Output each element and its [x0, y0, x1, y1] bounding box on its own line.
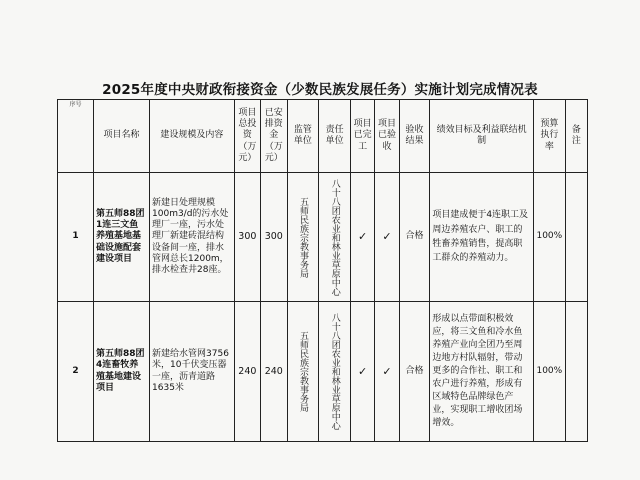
- table-row: [58, 173, 588, 302]
- supervisor-text: 五师民族宗教事务局: [298, 331, 309, 412]
- header-total: 项目总投资（万元）: [234, 100, 260, 173]
- header-completed: 项目已完工: [350, 100, 374, 173]
- supervisor-text: 五师民族宗教事务局: [298, 196, 309, 278]
- cell-result: 合格: [399, 173, 430, 302]
- cell-total: 240: [234, 302, 260, 442]
- cell-arranged: 240: [261, 302, 287, 442]
- header-scale: 建设规模及内容: [150, 100, 235, 173]
- header-result: 验收结果: [399, 100, 430, 173]
- cell-responsible: [319, 173, 351, 302]
- cell-arranged: 300: [261, 173, 287, 302]
- cell-result: 合格: [399, 302, 430, 442]
- cell-name: 第五师88团1连三文鱼养殖基地基础设施配套建设项目: [93, 173, 149, 302]
- header-responsible: 责任单位: [319, 100, 351, 173]
- cell-note: [565, 173, 587, 302]
- cell-rate: 100%: [533, 302, 565, 442]
- table-header-row: [58, 100, 588, 173]
- header-accepted: 项目已验收: [375, 100, 399, 173]
- header-note: 备注: [565, 100, 587, 173]
- header-benefit: 绩效目标及利益联结机制: [430, 100, 534, 173]
- cell-no: 2: [58, 302, 94, 442]
- responsible-text: 八十八团农业和林业草原中心: [329, 313, 340, 430]
- document-title: 2025年度中央财政衔接资金（少数民族发展任务）实施计划完成情况表: [102, 82, 538, 98]
- cell-note: [565, 302, 587, 442]
- cell-benefit: 项目建成便于4连职工及周边养殖农户、职工的牲畜养殖销售，提高职工群众的养殖动力。: [430, 173, 534, 302]
- cell-supervisor: [287, 302, 319, 442]
- cell-accepted: ✓: [375, 173, 399, 302]
- cell-total: 300: [234, 173, 260, 302]
- table-row: [58, 302, 588, 442]
- responsible-text: 八十八团农业和林业草原中心: [329, 178, 340, 296]
- cell-benefit: 形成以点带面积极效应，将三文鱼和冷水鱼养殖产业向全团乃至周边地方村队辐射，带动更多的合作社、职工和农户进行养殖，形成有区域特色品牌绿色产业，实现职工增收团场增效。: [430, 302, 534, 442]
- cell-scale: 新建给水管网3756米，10千伏变压器一座，沥青道路1635米: [150, 302, 235, 442]
- cell-completed: ✓: [350, 173, 374, 302]
- header-rate: 预算执行率: [533, 100, 565, 173]
- cell-supervisor: [287, 173, 319, 302]
- completion-table: [57, 99, 588, 442]
- header-no: 序号: [58, 100, 94, 173]
- cell-responsible: [319, 302, 351, 442]
- cell-completed: ✓: [350, 302, 374, 442]
- cell-accepted: ✓: [375, 302, 399, 442]
- cell-name: 第五师88团4连畜牧养殖基地建设项目: [93, 302, 149, 442]
- header-supervisor: 监管单位: [287, 100, 319, 173]
- header-name: 项目名称: [93, 100, 149, 173]
- cell-scale: 新建日处理规模100m3/d的污水处理厂一座，污水处理厂新建砖混结构设备间一座，排水管网总长1200m，排水检查井28座。: [150, 173, 235, 302]
- cell-no: 1: [58, 173, 94, 302]
- cell-rate: 100%: [533, 173, 565, 302]
- header-arranged: 已安排资金（万元）: [261, 100, 287, 173]
